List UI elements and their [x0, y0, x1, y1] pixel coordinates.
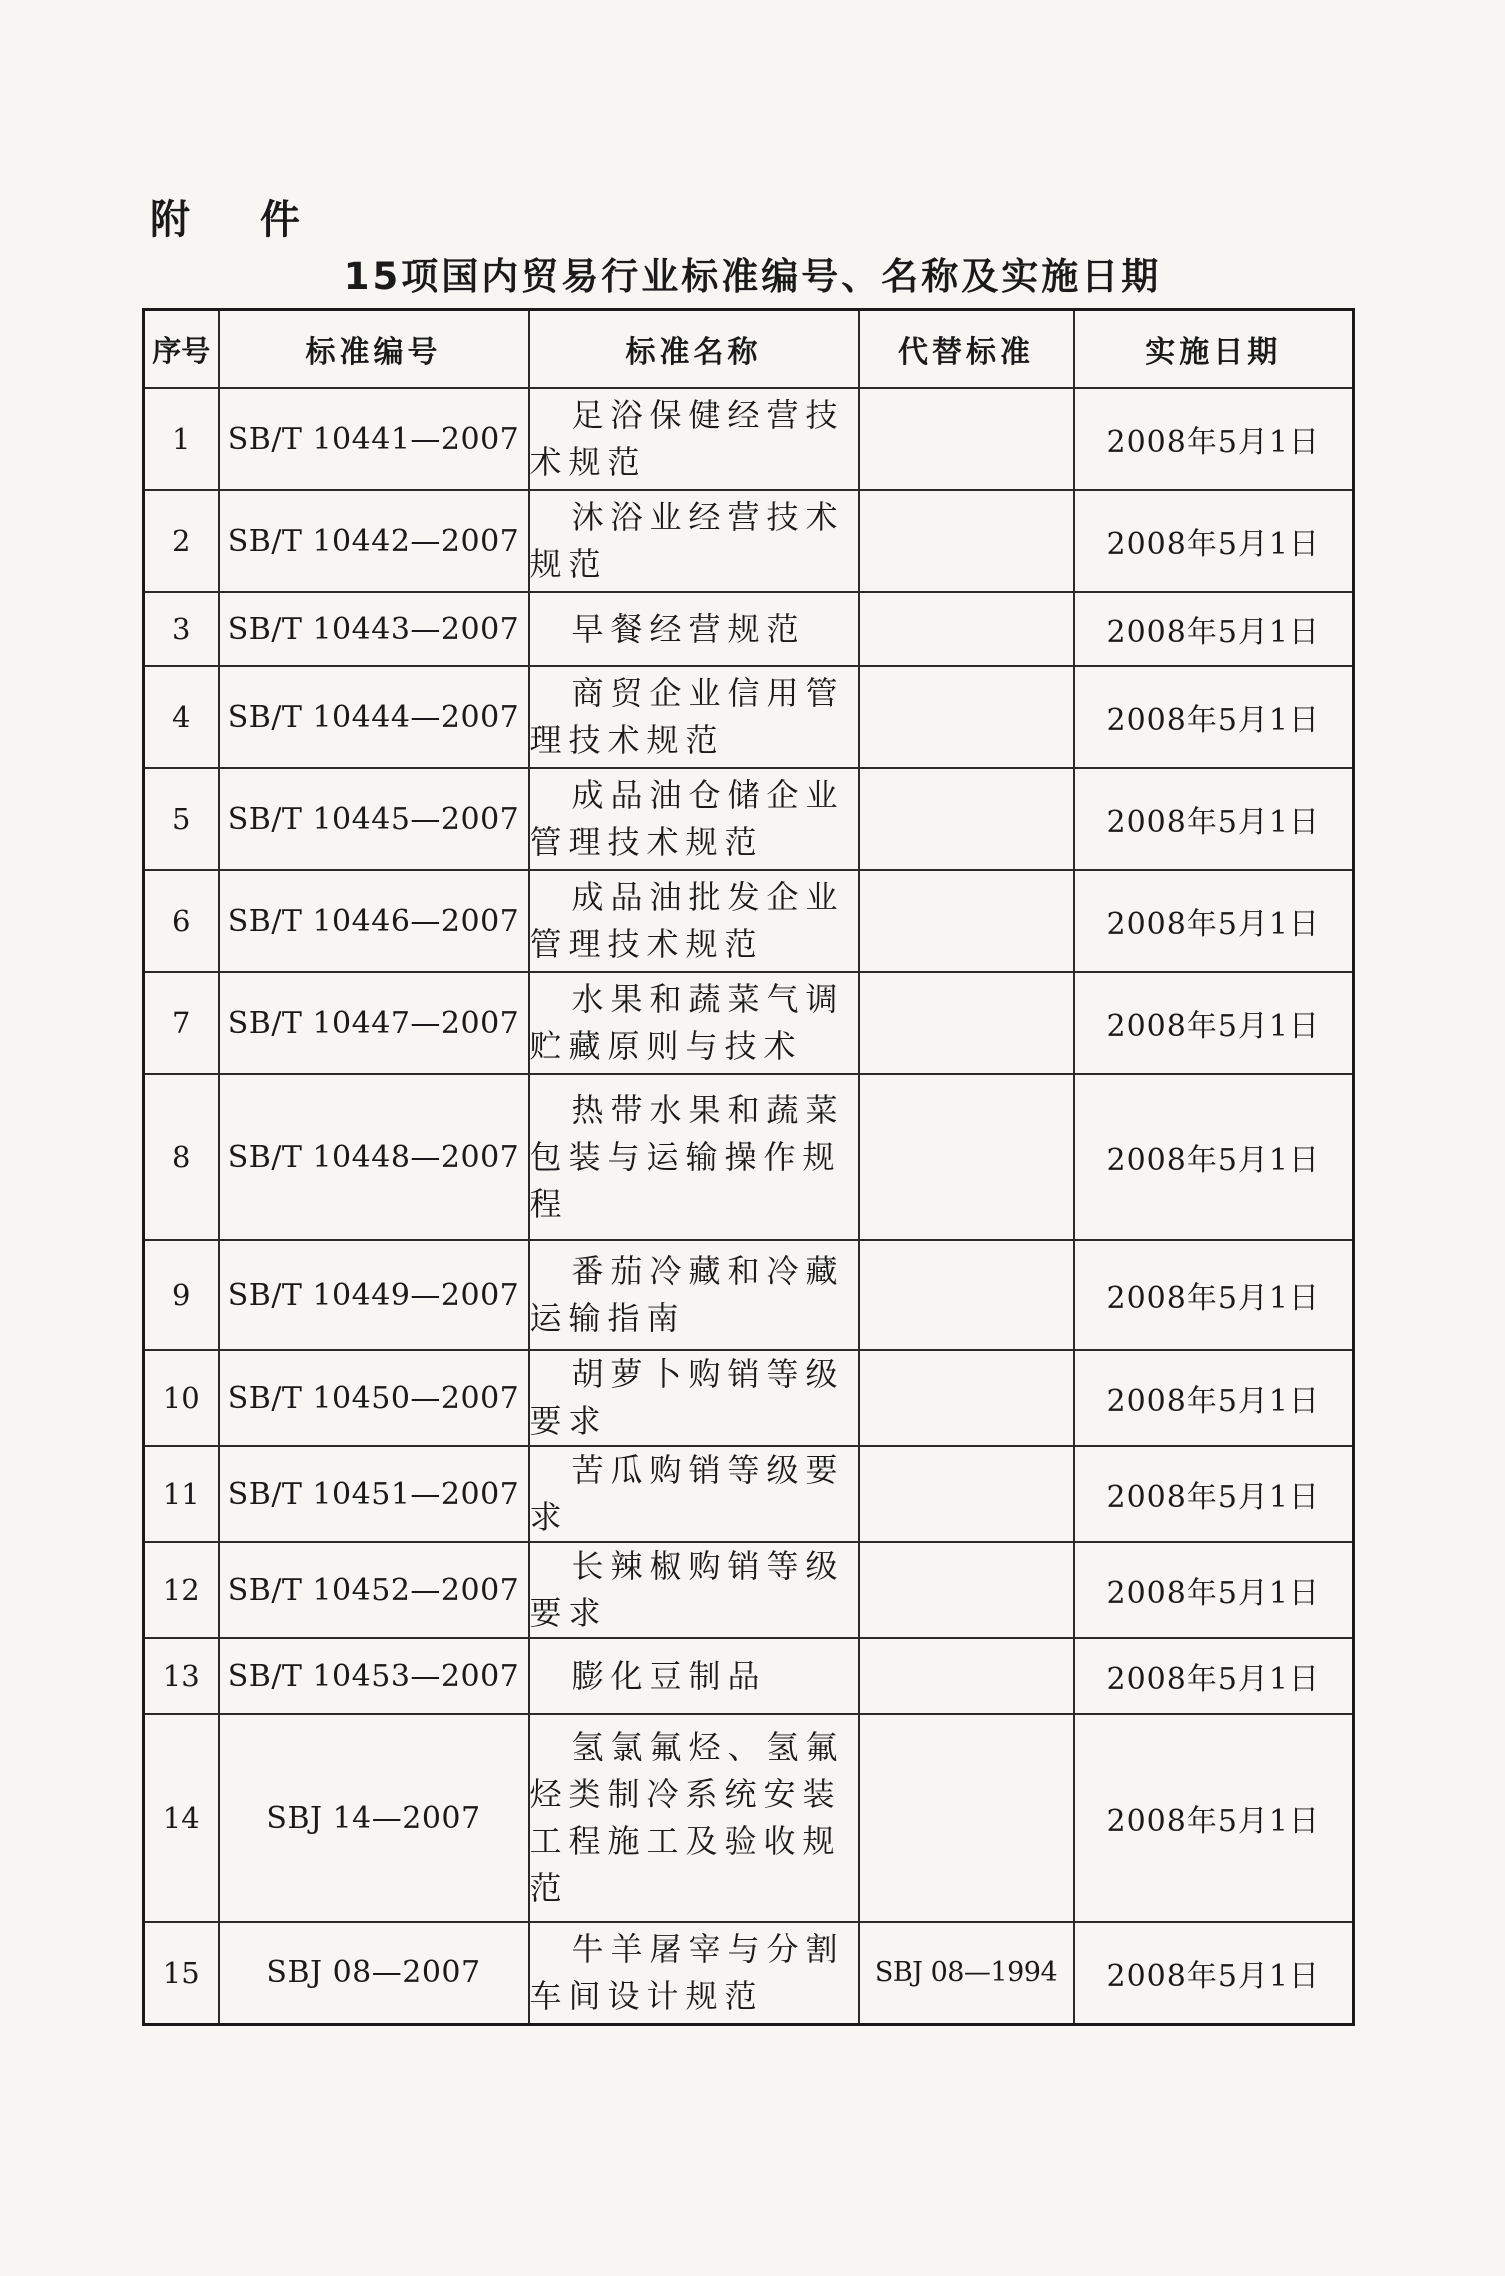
- cell-standard-name: [529, 1240, 859, 1350]
- document-title: 15项国内贸易行业标准编号、名称及实施日期: [343, 255, 1162, 298]
- cell-standard-code: SB/T 10441—2007: [219, 388, 529, 490]
- cell-standard-name: [529, 1714, 859, 1922]
- standard-name-text: 牛羊屠宰与分割车间设计规范: [529, 1929, 845, 2015]
- header-standard-name: 标准名称: [529, 310, 859, 389]
- cell-implementation-date: 2008年5月1日: [1074, 972, 1354, 1074]
- cell-serial-number: 13: [144, 1638, 219, 1714]
- table-row: [144, 388, 1354, 490]
- table-header-row: [144, 310, 1354, 389]
- standard-name-text: 商贸企业信用管理技术规范: [529, 674, 845, 759]
- cell-serial-number: 5: [144, 768, 219, 870]
- standard-name-text: 成品油批发企业管理技术规范: [529, 878, 845, 963]
- cell-serial-number: 12: [144, 1542, 219, 1638]
- standard-name-text: 番茄冷藏和冷藏运输指南: [529, 1252, 845, 1337]
- cell-standard-code: SB/T 10451—2007: [219, 1446, 529, 1542]
- cell-standard-code: SB/T 10448—2007: [219, 1074, 529, 1240]
- standard-name-text: 长辣椒购销等级要求: [529, 1547, 845, 1632]
- cell-implementation-date: 2008年5月1日: [1074, 1350, 1354, 1446]
- standard-name-text: 沐浴业经营技术规范: [529, 498, 845, 583]
- table-body: [144, 388, 1354, 2024]
- standard-name-text: 足浴保健经营技术规范: [529, 396, 845, 481]
- header-serial-number: 序号: [144, 310, 219, 389]
- cell-standard-name: [529, 1350, 859, 1446]
- cell-serial-number: 2: [144, 490, 219, 592]
- cell-implementation-date: 2008年5月1日: [1074, 1446, 1354, 1542]
- cell-replaced-standard: [859, 1714, 1074, 1922]
- cell-standard-code: SBJ 08—2007: [219, 1922, 529, 2024]
- cell-replaced-standard: [859, 1638, 1074, 1714]
- cell-serial-number: 11: [144, 1446, 219, 1542]
- standards-table: [142, 308, 1355, 2026]
- table-row: [144, 490, 1354, 592]
- cell-implementation-date: 2008年5月1日: [1074, 1638, 1354, 1714]
- cell-replaced-standard: [859, 666, 1074, 768]
- cell-standard-code: SB/T 10444—2007: [219, 666, 529, 768]
- cell-serial-number: 6: [144, 870, 219, 972]
- cell-standard-name: [529, 592, 859, 666]
- standard-name-text: 热带水果和蔬菜包装与运输操作规程: [529, 1090, 845, 1223]
- cell-replaced-standard: [859, 1350, 1074, 1446]
- standard-name-text: 膨化豆制品: [571, 1656, 767, 1695]
- annex-label: 附 件: [150, 197, 328, 243]
- cell-serial-number: 14: [144, 1714, 219, 1922]
- cell-implementation-date: 2008年5月1日: [1074, 490, 1354, 592]
- cell-standard-code: SB/T 10450—2007: [219, 1350, 529, 1446]
- cell-implementation-date: 2008年5月1日: [1074, 388, 1354, 490]
- cell-standard-code: SB/T 10442—2007: [219, 490, 529, 592]
- cell-standard-code: SB/T 10452—2007: [219, 1542, 529, 1638]
- table-row: [144, 1714, 1354, 1922]
- cell-replaced-standard: SBJ 08—1994: [859, 1922, 1074, 2024]
- standard-name-text: 水果和蔬菜气调贮藏原则与技术: [529, 980, 845, 1065]
- cell-serial-number: 3: [144, 592, 219, 666]
- cell-implementation-date: 2008年5月1日: [1074, 1922, 1354, 2024]
- cell-serial-number: 8: [144, 1074, 219, 1240]
- table-row: [144, 1446, 1354, 1542]
- cell-replaced-standard: [859, 1446, 1074, 1542]
- cell-replaced-standard: [859, 972, 1074, 1074]
- table-row: [144, 1542, 1354, 1638]
- cell-standard-code: SB/T 10449—2007: [219, 1240, 529, 1350]
- cell-replaced-standard: [859, 1074, 1074, 1240]
- header-implementation-date: 实施日期: [1074, 310, 1354, 389]
- cell-standard-name: [529, 1074, 859, 1240]
- header-standard-code: 标准编号: [219, 310, 529, 389]
- header-replaced-standard: 代替标准: [859, 310, 1074, 389]
- cell-standard-name: [529, 870, 859, 972]
- cell-replaced-standard: [859, 768, 1074, 870]
- cell-implementation-date: 2008年5月1日: [1074, 1542, 1354, 1638]
- table-row: [144, 1638, 1354, 1714]
- cell-standard-name: [529, 490, 859, 592]
- cell-standard-name: [529, 1638, 859, 1714]
- table-row: [144, 1922, 1354, 2024]
- cell-serial-number: 7: [144, 972, 219, 1074]
- cell-serial-number: 9: [144, 1240, 219, 1350]
- cell-standard-name: [529, 1542, 859, 1638]
- table-row: [144, 666, 1354, 768]
- cell-replaced-standard: [859, 1542, 1074, 1638]
- table-row: [144, 1350, 1354, 1446]
- cell-standard-code: SB/T 10445—2007: [219, 768, 529, 870]
- cell-replaced-standard: [859, 388, 1074, 490]
- cell-standard-code: SB/T 10447—2007: [219, 972, 529, 1074]
- cell-implementation-date: 2008年5月1日: [1074, 1714, 1354, 1922]
- cell-replaced-standard: [859, 1240, 1074, 1350]
- cell-replaced-standard: [859, 490, 1074, 592]
- standard-name-text: 胡萝卜购销等级要求: [529, 1355, 845, 1440]
- cell-implementation-date: 2008年5月1日: [1074, 666, 1354, 768]
- cell-implementation-date: 2008年5月1日: [1074, 592, 1354, 666]
- standard-name-text: 成品油仓储企业管理技术规范: [529, 776, 845, 861]
- table-row: [144, 768, 1354, 870]
- cell-standard-code: SB/T 10446—2007: [219, 870, 529, 972]
- cell-standard-name: [529, 972, 859, 1074]
- cell-standard-code: SBJ 14—2007: [219, 1714, 529, 1922]
- table-row: [144, 870, 1354, 972]
- cell-standard-name: [529, 1446, 859, 1542]
- cell-standard-name: [529, 1922, 859, 2024]
- cell-standard-name: [529, 388, 859, 490]
- cell-implementation-date: 2008年5月1日: [1074, 1074, 1354, 1240]
- cell-standard-code: SB/T 10443—2007: [219, 592, 529, 666]
- table-row: [144, 972, 1354, 1074]
- cell-serial-number: 15: [144, 1922, 219, 2024]
- table-row: [144, 592, 1354, 666]
- cell-implementation-date: 2008年5月1日: [1074, 870, 1354, 972]
- cell-standard-name: [529, 768, 859, 870]
- standard-name-text: 氢氯氟烃、氢氟烃类制冷系统安装工程施工及验收规范: [529, 1728, 845, 1907]
- cell-replaced-standard: [859, 592, 1074, 666]
- cell-serial-number: 10: [144, 1350, 219, 1446]
- cell-replaced-standard: [859, 870, 1074, 972]
- standard-name-text: 苦瓜购销等级要求: [529, 1451, 845, 1536]
- cell-implementation-date: 2008年5月1日: [1074, 768, 1354, 870]
- table-row: [144, 1074, 1354, 1240]
- cell-serial-number: 4: [144, 666, 219, 768]
- cell-standard-name: [529, 666, 859, 768]
- standard-name-text: 早餐经营规范: [571, 609, 806, 648]
- table-row: [144, 1240, 1354, 1350]
- cell-serial-number: 1: [144, 388, 219, 490]
- cell-standard-code: SB/T 10453—2007: [219, 1638, 529, 1714]
- cell-implementation-date: 2008年5月1日: [1074, 1240, 1354, 1350]
